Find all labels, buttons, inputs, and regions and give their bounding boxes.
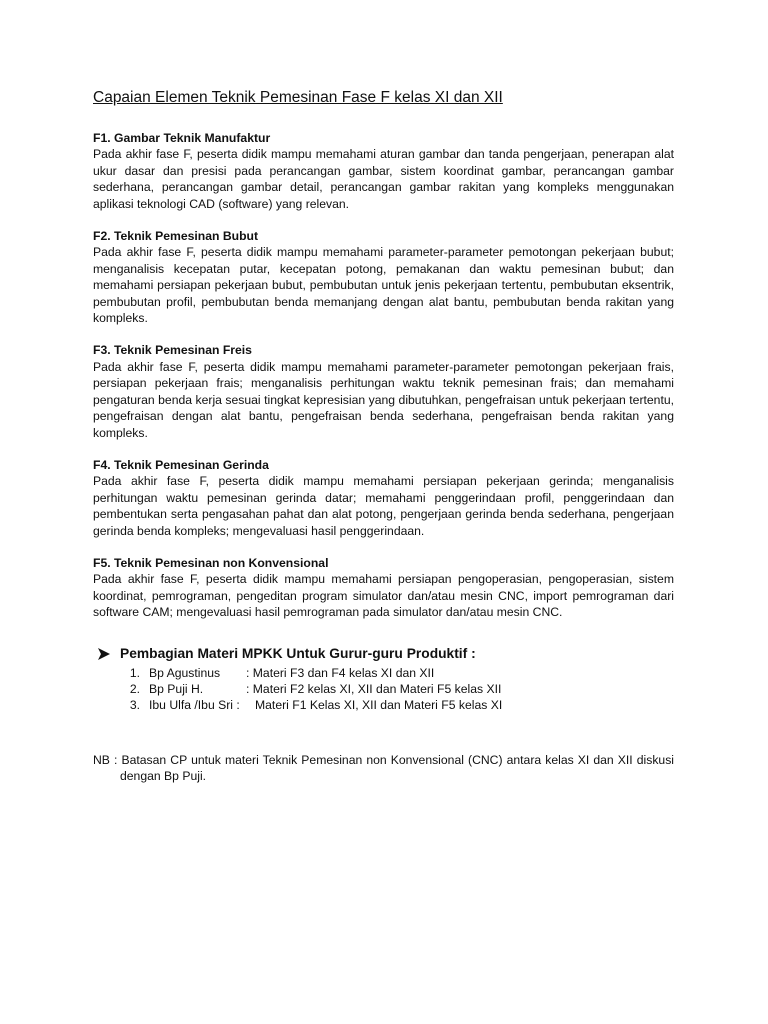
note-text: Batasan CP untuk materi Teknik Pemesinan non Konvensional (CNC) antara kelas XI dan XII diskusi dengan Bp Puji. (120, 752, 675, 784)
list-item (93, 681, 674, 697)
assignment-text: Materi F1 Kelas XI, XII dan Materi F5 kelas XI (255, 698, 503, 713)
section-f5 (93, 555, 674, 621)
section-f4 (93, 457, 674, 539)
note-block (93, 752, 674, 785)
section-body: Pada akhir fase F, peserta didik mampu memahami aturan gambar dan tanda pengerjaan, penerapan alat ukur dasar dan presisi pada perancangan gambar, sistem koordinat gambar, perancangan gambar sederhana, perancangan gambar detail, perancangan gambar rakitan yang kompleks menggunakan aplikasi teknologi CAD (software) yang relevan. (93, 147, 674, 211)
teacher-name: Ibu Ulfa /Ibu Sri : (149, 698, 240, 713)
assignment-text: : Materi F2 kelas XI, XII dan Materi F5 kelas XII (246, 681, 502, 696)
list-item (93, 665, 674, 681)
section-f3 (93, 342, 674, 440)
document-page (93, 88, 674, 785)
section-f2 (93, 228, 674, 326)
list-number: 2. (129, 681, 140, 696)
mpkk-heading: Pembagian Materi MPKK Untuk Gurur-guru Produktif : (120, 645, 476, 661)
section-body: Pada akhir fase F, peserta didik mampu memahami persiapan pekerjaan gerinda; menganalisis perhitungan waktu pemesinan gerinda datar; memahami penggerindaan profil, penggerindaan dan pembentukan serta pengasahan pahat dan alat potong, pengerjaan gerinda benda sederhana, pengerjaan gerinda benda kompleks; mengevaluasi hasil penggerindaan. (93, 474, 674, 538)
assignment-text: : Materi F3 dan F4 kelas XI dan XII (246, 665, 435, 680)
section-body: Pada akhir fase F, peserta didik mampu memahami parameter-parameter pemotongan pekerjaan bubut; menganalisis kecepatan putar, kecepatan potong, pemakanan dan waktu pemesinan bubut; dan memahami persiapan pekerjaan bubut, pembubutan untuk jenis pekerjaan tertentu, pembubutan eksentrik, pembubutan profil, pembubutan benda memanjang dengan alat bantu, pembubutan benda rakitan yang kompleks. (93, 245, 674, 326)
arrow-bullet-icon (97, 648, 111, 660)
section-f1 (93, 130, 674, 212)
list-number: 1. (129, 665, 140, 680)
section-heading: F4. Teknik Pemesinan Gerinda (93, 457, 269, 472)
mpkk-list (93, 665, 674, 714)
teacher-name: Bp Agustinus (149, 665, 221, 680)
section-body: Pada akhir fase F, peserta didik mampu memahami persiapan pengoperasian, pengoperasian, sistem koordinat, pemrograman, pengeditan program simulator dan/atau mesin CNC, import pemrograman dari software CAM; mengevaluasi hasil pemrograman pada simulator dan/atau mesin CNC. (93, 572, 674, 620)
list-item (93, 697, 674, 713)
teacher-name: Bp Puji H. (149, 681, 204, 696)
mpkk-heading-row (97, 645, 674, 663)
document-title: Capaian Elemen Teknik Pemesinan Fase F kelas XI dan XII (93, 89, 503, 106)
note-label: NB : (93, 752, 118, 767)
section-heading: F1. Gambar Teknik Manufaktur (93, 131, 271, 145)
mpkk-division (93, 645, 674, 714)
section-heading: F3. Teknik Pemesinan Freis (93, 343, 252, 358)
section-body: Pada akhir fase F, peserta didik mampu memahami parameter-parameter pemotongan pekerjaan frais, persiapan pekerjaan frais; menganalisis perhitungan waktu teknik pemesinan frais; dan memahami pengaturan benda kerja sesuai tingkat kepresisian yang dibutuhkan, pengefraisan untuk pekerjaan tertentu, pengefraisan dengan alat bantu, pengefraisan benda sederhana, pengefraisan benda rakitan yang kompleks. (93, 359, 674, 440)
list-number: 3. (129, 698, 140, 713)
section-heading: F2. Teknik Pemesinan Bubut (93, 229, 259, 244)
section-heading: F5. Teknik Pemesinan non Konvensional (93, 555, 329, 570)
